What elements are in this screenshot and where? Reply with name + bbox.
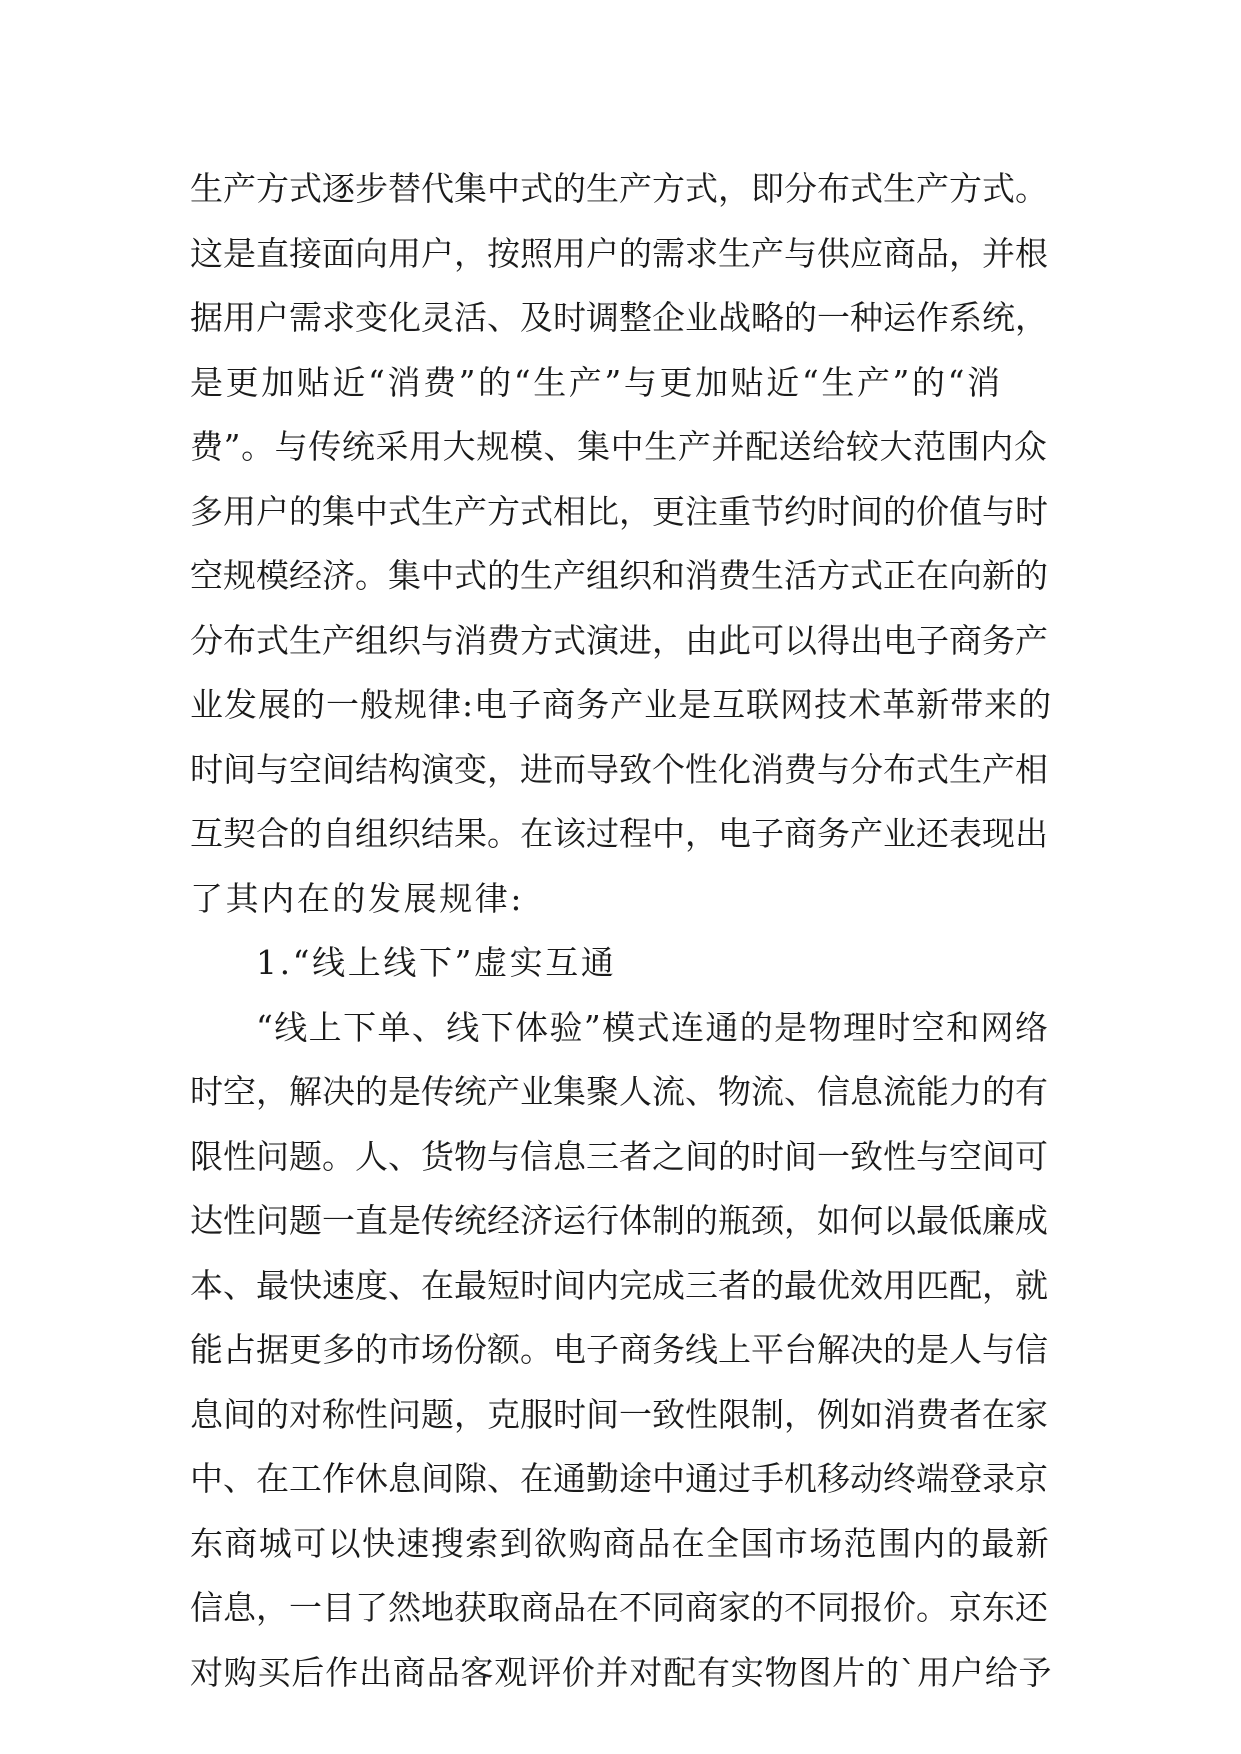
- text-line: 这是直接面向用户，按照用户的需求生产与供应商品，并根: [190, 233, 1048, 273]
- text-line: 是更加贴近“消费”的“生产”与更加贴近“生产”的“消: [190, 362, 1003, 402]
- text-line: 达性问题一直是传统经济运行体制的瓶颈，如何以最低廉成: [190, 1201, 1048, 1240]
- text-line: 对购买后作出商品客观评价并对配有实物图片的`用户给予: [190, 1652, 1053, 1692]
- text-line: 限性问题。人、货物与信息三者之间的时间一致性与空间可: [190, 1136, 1048, 1176]
- document-body: [190, 157, 1052, 1705]
- text-line: 了其内在的发展规律:: [190, 878, 525, 918]
- text-line: 互契合的自组织结果。在该过程中，电子商务产业还表现出: [190, 814, 1048, 853]
- text-line: 生产方式逐步替代集中式的生产方式，即分布式生产方式。: [190, 169, 1048, 208]
- text-line: 时间与空间结构演变，进而导致个性化消费与分布式生产相: [190, 749, 1048, 789]
- text-line: 业发展的一般规律:电子商务产业是互联网技术革新带来的: [190, 685, 1053, 724]
- text-line: 中、在工作休息间隙、在通勤途中通过手机移动终端登录京: [190, 1459, 1048, 1498]
- text-line: 费”。与传统采用大规模、集中生产并配送给较大范围内众: [190, 427, 1048, 466]
- text-line: 多用户的集中式生产方式相比，更注重节约时间的价值与时: [190, 491, 1048, 531]
- text-line: 时空，解决的是传统产业集聚人流、物流、信息流能力的有: [190, 1072, 1048, 1111]
- text-line: 据用户需求变化灵活、及时调整企业战略的一种运作系统，: [190, 298, 1048, 337]
- text-line: 信息，一目了然地获取商品在不同商家的不同报价。京东还: [190, 1588, 1048, 1627]
- text-line: 东商城可以快速搜索到欲购商品在全国市场范围内的最新: [190, 1523, 1050, 1563]
- section-heading: 1.“线上线下”虚实互通: [256, 943, 617, 982]
- text-line: 息间的对称性问题，克服时间一致性限制，例如消费者在家: [190, 1394, 1048, 1434]
- text-line: 空规模经济。集中式的生产组织和消费生活方式正在向新的: [190, 556, 1048, 595]
- text-line: 能占据更多的市场份额。电子商务线上平台解决的是人与信: [190, 1330, 1048, 1369]
- text-line: 本、最快速度、在最短时间内完成三者的最优效用匹配，就: [190, 1265, 1048, 1305]
- text-line: 分布式生产组织与消费方式演进，由此可以得出电子商务产: [190, 620, 1048, 660]
- paragraph-first-line: “线上下单、线下体验”模式连通的是物理时空和网络: [256, 1007, 1050, 1047]
